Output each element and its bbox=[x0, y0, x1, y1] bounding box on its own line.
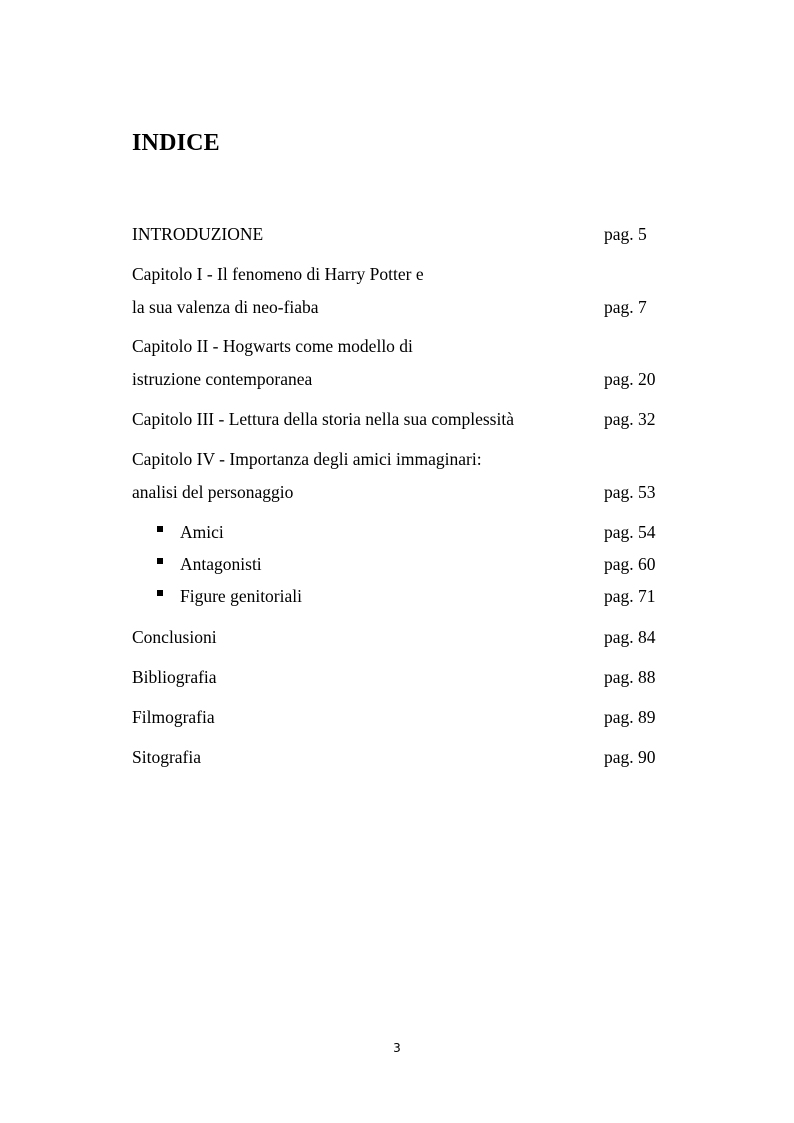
page-title: INDICE bbox=[132, 130, 220, 156]
toc-page-cap4: pag. 53 bbox=[604, 482, 656, 502]
toc-entry-cap2-line2: istruzione contemporanea bbox=[132, 369, 313, 389]
toc-entry-cap2-line1: Capitolo II - Hogwarts come modello di bbox=[132, 336, 413, 356]
toc-page-amici: pag. 54 bbox=[604, 522, 656, 542]
toc-entry-introduzione: INTRODUZIONE bbox=[132, 224, 264, 244]
toc-page-sitografia: pag. 90 bbox=[604, 747, 656, 767]
toc-entry-filmografia: Filmografia bbox=[132, 707, 215, 727]
toc-subentry-antagonisti: Antagonisti bbox=[180, 554, 262, 574]
toc-entry-bibliografia: Bibliografia bbox=[132, 667, 217, 687]
toc-page-introduzione: pag. 5 bbox=[604, 224, 647, 244]
toc-page-cap1: pag. 7 bbox=[604, 297, 647, 317]
toc-entry-cap1-line2: la sua valenza di neo-fiaba bbox=[132, 297, 319, 317]
bullet-icon bbox=[157, 558, 163, 564]
toc-entry-cap4-line1: Capitolo IV - Importanza degli amici immaginari: bbox=[132, 449, 482, 469]
page-number: 3 bbox=[393, 1041, 401, 1055]
toc-page-cap3: pag. 32 bbox=[604, 409, 656, 429]
toc-page-antagonisti: pag. 60 bbox=[604, 554, 656, 574]
toc-subentry-amici: Amici bbox=[180, 522, 224, 542]
toc-page-conclusioni: pag. 84 bbox=[604, 627, 656, 647]
bullet-icon bbox=[157, 590, 163, 596]
toc-page-cap2: pag. 20 bbox=[604, 369, 656, 389]
toc-page-filmografia: pag. 89 bbox=[604, 707, 656, 727]
toc-entry-cap4-line2: analisi del personaggio bbox=[132, 482, 294, 502]
toc-page-bibliografia: pag. 88 bbox=[604, 667, 656, 687]
toc-page-figure-genitoriali: pag. 71 bbox=[604, 586, 656, 606]
toc-entry-conclusioni: Conclusioni bbox=[132, 627, 217, 647]
bullet-icon bbox=[157, 526, 163, 532]
toc-entry-sitografia: Sitografia bbox=[132, 747, 202, 767]
toc-entry-cap3: Capitolo III - Lettura della storia nella sua complessità bbox=[132, 409, 514, 429]
toc-entry-cap1-line1: Capitolo I - Il fenomeno di Harry Potter e bbox=[132, 264, 424, 284]
toc-subentry-figure-genitoriali: Figure genitoriali bbox=[180, 586, 302, 606]
